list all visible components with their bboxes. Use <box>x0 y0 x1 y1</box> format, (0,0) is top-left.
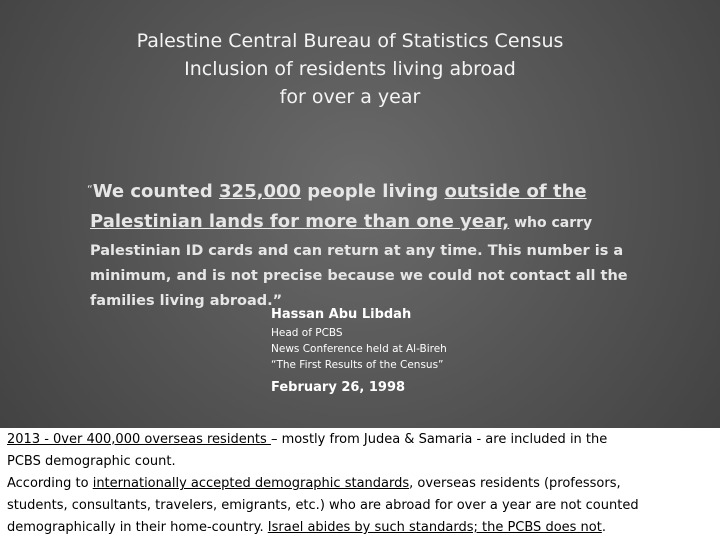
footnote-line <box>7 517 713 539</box>
quote-number: 325,000 <box>219 181 302 202</box>
quote-open-mark: “ <box>87 183 93 196</box>
quote-date: February 26, 1998 <box>271 380 406 395</box>
census-quote <box>87 175 650 314</box>
quote-emphasis: outside of the <box>444 181 587 202</box>
title-line-1: Palestine Central Bureau of Statistics Census <box>136 30 564 52</box>
quote-attribution <box>271 305 571 398</box>
footnote-text: – mostly from Judea & Samaria - are included in the <box>270 432 608 447</box>
speaker-name: Hassan Abu Libdah <box>271 307 412 322</box>
event-description: News Conference held at Al-Bireh <box>271 343 447 355</box>
footnote-text: , overseas residents (professors, <box>409 476 621 491</box>
footnote-line: PCBS demographic count. <box>7 454 176 469</box>
footnote-highlight: internationally accepted demographic standards <box>92 476 410 491</box>
footnote-text: demographically in their home-country. <box>7 520 268 535</box>
title-line-3: for over a year <box>279 86 421 108</box>
event-title: “The First Results of the Census” <box>271 359 444 371</box>
quote-text: who carry <box>509 215 593 231</box>
quote-emphasis: Palestinian lands for more than one year, <box>90 211 510 232</box>
quote-text: people living <box>301 181 445 202</box>
quote-line-1 <box>87 175 650 207</box>
quote-line-2 <box>90 207 650 238</box>
footnote-text: According to <box>7 476 93 491</box>
slide-title <box>0 27 700 111</box>
footnote-line <box>7 429 713 451</box>
quote-remainder: Palestinian ID cards and can return at any time. This number is a minimum, and is not precise because we could not contact all the families living abroad.” <box>90 243 628 309</box>
title-line-2: Inclusion of residents living abroad <box>184 58 516 80</box>
footnote-text: . <box>601 520 606 535</box>
footnote-line: students, consultants, travelers, emigrants, etc.) who are abroad for over a year are not counted <box>7 498 639 513</box>
footnote-box <box>0 428 720 540</box>
footnote-highlight: Israel abides by such standards; the PCBS does not <box>267 520 602 535</box>
footnote-line <box>7 473 713 495</box>
quote-text: We counted <box>92 181 220 202</box>
speaker-role: Head of PCBS <box>271 327 343 339</box>
footnote-highlight: 2013 - 0ver 400,000 overseas residents <box>7 432 271 447</box>
